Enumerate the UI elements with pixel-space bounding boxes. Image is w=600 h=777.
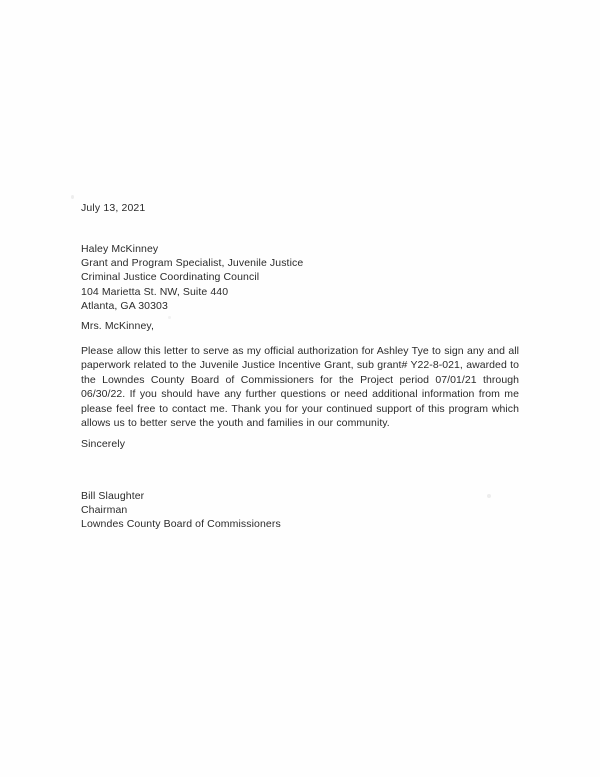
letter-salutation: Mrs. McKinney, — [81, 320, 154, 332]
letter-date: July 13, 2021 — [81, 202, 146, 214]
signer-name: Bill Slaughter — [81, 490, 145, 502]
signer-organization: Lowndes County Board of Commissioners — [81, 518, 281, 531]
recipient-city-state-zip: Atlanta, GA 30303 — [81, 299, 168, 312]
recipient-address-block — [81, 242, 303, 313]
signature-block — [81, 489, 281, 532]
recipient-name: Haley McKinney — [81, 243, 159, 255]
recipient-title: Grant and Program Specialist, Juvenile Justice — [81, 257, 304, 270]
recipient-street: 104 Marietta St. NW, Suite 440 — [81, 285, 229, 298]
letter-closing: Sincerely — [81, 438, 126, 450]
letter-body-paragraph: Please allow this letter to serve as my official authorization for Ashley Tye to sign any and all paperwork related to the Juvenile Justice Incentive Grant, sub grant# Y22-8-021, awarded to the Lowndes County Board of Commissioners for the Project period 07/01/21 through 06/30/22. If you should have any further questions or need additional information from me please feel free to contact me. Thank you for your continued support of this program which allows us to better serve the youth and families in our community. — [81, 345, 519, 430]
scan-artifact-speck — [487, 494, 491, 498]
signer-title: Chairman — [81, 504, 128, 517]
scan-artifact-speck — [168, 316, 171, 319]
scan-artifact-speck — [71, 195, 74, 199]
recipient-organization: Criminal Justice Coordinating Council — [81, 271, 260, 284]
